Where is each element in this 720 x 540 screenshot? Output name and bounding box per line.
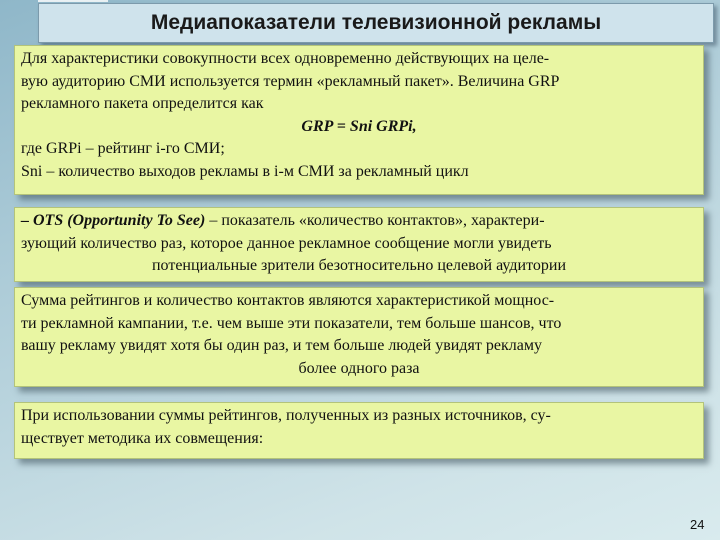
text-line: потенциальные зрители безотносительно целевой аудитории bbox=[151, 257, 567, 274]
text-fragment: – показатель «количество контактов», характери- bbox=[205, 212, 545, 229]
text-line: ществует методика их совмещения: bbox=[21, 429, 264, 447]
campaign-power-panel bbox=[14, 287, 704, 387]
grp-formula bbox=[21, 116, 697, 139]
page-number: 24 bbox=[690, 517, 705, 532]
text-line: Для характеристики совокупности всех одновременно действующих на целе- bbox=[21, 50, 550, 67]
text-line: зующий количество раз, которое данное рекламное сообщение могли увидеть bbox=[21, 234, 552, 252]
ots-term: – OTS (Opportunity To See) bbox=[21, 212, 206, 229]
text-line: ти рекламной кампании, т.е. чем выше эти показатели, тем больше шансов, что bbox=[21, 314, 562, 332]
text-line: рекламного пакета определится как bbox=[21, 95, 264, 112]
slide-title: Медиапоказатели телевизионной рекламы bbox=[150, 11, 602, 34]
text-line: вашу рекламу увидят хотя бы один раз, и тем больше людей увидят рекламу bbox=[21, 337, 542, 354]
ots-definition-panel bbox=[14, 207, 704, 282]
text-line: Sni – количество выходов рекламы в i-м СМИ за рекламный цикл bbox=[21, 162, 469, 180]
grp-definition-panel bbox=[14, 45, 704, 195]
text-line: более одного раза bbox=[298, 359, 420, 377]
text-line: вую аудиторию СМИ используется термин «рекламный пакет». Величина GRP bbox=[21, 72, 560, 90]
text-line: Сумма рейтингов и количество контактов являются характеристикой мощнос- bbox=[21, 292, 555, 309]
rating-combination-panel bbox=[14, 402, 704, 459]
text-line: При использовании суммы рейтингов, полученных из разных источников, су- bbox=[21, 407, 551, 424]
text-line: где GRPi – рейтинг i-го СМИ; bbox=[21, 140, 225, 157]
formula-text: GRP = Sni GRPi, bbox=[301, 117, 417, 135]
slide-title-box bbox=[38, 3, 714, 43]
ots-first-line bbox=[21, 210, 697, 233]
